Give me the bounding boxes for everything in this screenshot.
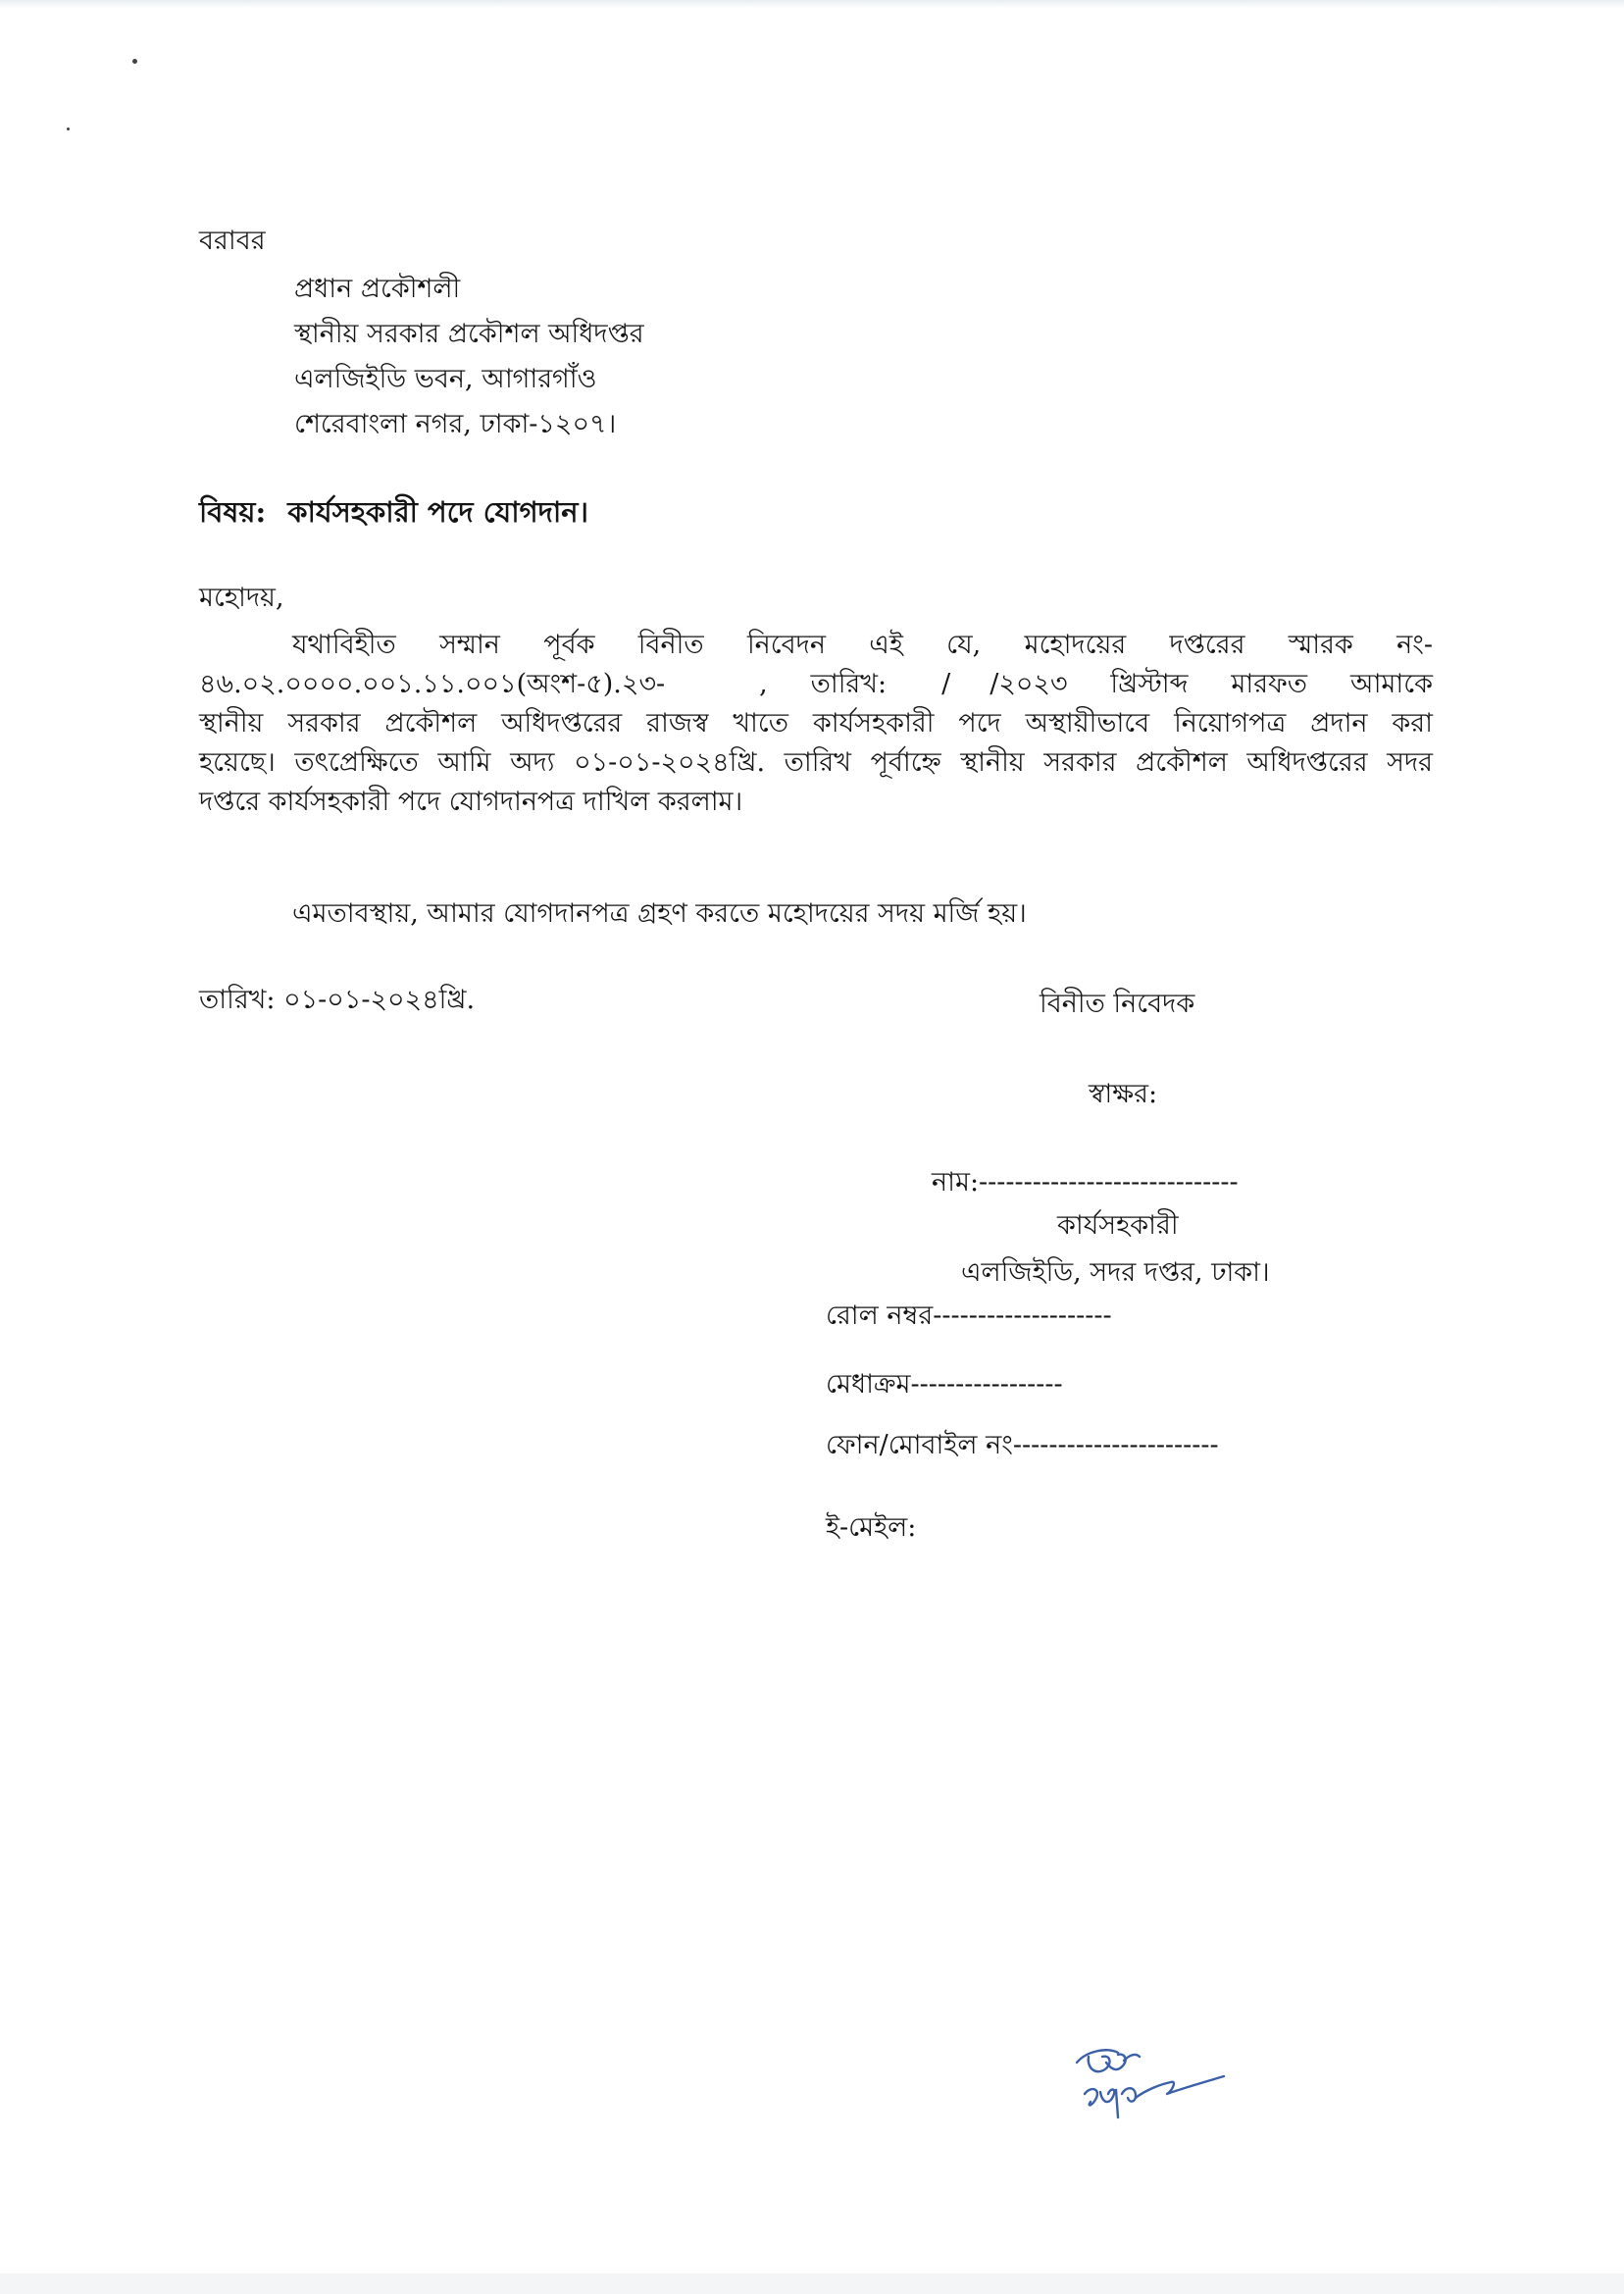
designation: কার্যসহকারী xyxy=(1057,1210,1179,1241)
body-paragraph xyxy=(199,626,1433,822)
scan-speck xyxy=(67,127,70,130)
greeting: মহোদয়, xyxy=(199,583,284,613)
body-line xyxy=(199,626,1433,665)
salutation-to: বরাবর xyxy=(199,226,266,256)
memo-date-slash: / xyxy=(941,669,951,699)
handwritten-signature-icon xyxy=(1067,2033,1263,2131)
phone-field: ফোন/মোবাইল নং----------------------- xyxy=(826,1430,1219,1460)
body-line: দপ্তরে কার্যসহকারী পদে যোগদানপত্র দাখিল করলাম। xyxy=(199,787,743,817)
email-field: ই-মেইল: xyxy=(826,1512,917,1543)
body-text: /২০২৩ খ্রিস্টাব্দ মারফত আমাকে xyxy=(990,669,1433,699)
recipient-line: প্রধান প্রকৌশলী xyxy=(294,274,461,304)
merit-position-field: মেধাক্রম----------------- xyxy=(826,1369,1063,1400)
recipient-line: স্থানীয় সরকার প্রকৌশল অধিদপ্তর xyxy=(294,319,644,349)
subject-label: বিষয়: xyxy=(199,495,267,529)
body-line: হয়েছে। তৎপ্রেক্ষিতে আমি অদ্য ০১-০১-২০২৪খ্রি. তারিখ পূর্বাহ্নে স্থানীয় সরকার প্রকৌশল অধিদপ্তরের সদর xyxy=(199,747,1433,778)
memo-date-label: , তারিখ: xyxy=(759,669,888,699)
subject-text: কার্যসহকারী পদে যোগদান। xyxy=(287,495,588,529)
subject-line xyxy=(199,490,588,538)
closing-paragraph: এমতাবস্থায়, আমার যোগদানপত্র গ্রহণ করতে মহোদয়ের সদয় মর্জি হয়। xyxy=(292,898,1027,929)
signature-label: স্বাক্ষর: xyxy=(1089,1079,1158,1109)
memo-reference: ৪৬.০২.০০০০.০০১.১১.০০১(অংশ-৫).২৩- xyxy=(199,669,666,699)
name-field: নাম:----------------------------- xyxy=(932,1167,1239,1198)
office: এলজিইডি, সদর দপ্তর, ঢাকা। xyxy=(961,1257,1270,1288)
recipient-line: শেরেবাংলা নগর, ঢাকা-১২০৭। xyxy=(294,409,617,439)
body-line xyxy=(199,665,1433,704)
date-line: তারিখ: ০১-০১-২০২৪খ্রি. xyxy=(199,985,476,1015)
recipient-line: এলজিইডি ভবন, আগারগাঁও xyxy=(294,364,597,394)
body-text: যথাবিহীত সম্মান পূর্বক বিনীত নিবেদন এই যে, মহোদয়ের দপ্তরের স্মারক নং- xyxy=(292,630,1433,660)
scan-bottom-edge xyxy=(0,2273,1624,2294)
sign-off: বিনীত নিবেদক xyxy=(1040,989,1195,1019)
recipient-address xyxy=(294,267,644,447)
scan-top-edge xyxy=(0,0,1624,8)
body-line: স্থানীয় সরকার প্রকৌশল অধিদপ্তরের রাজস্ব খাতে কার্যসহকারী পদে অস্থায়ীভাবে নিয়োগপত্র প্রদান করা xyxy=(199,708,1433,739)
roll-number-field: রোল নম্বর-------------------- xyxy=(826,1300,1112,1331)
scan-speck xyxy=(132,59,137,64)
